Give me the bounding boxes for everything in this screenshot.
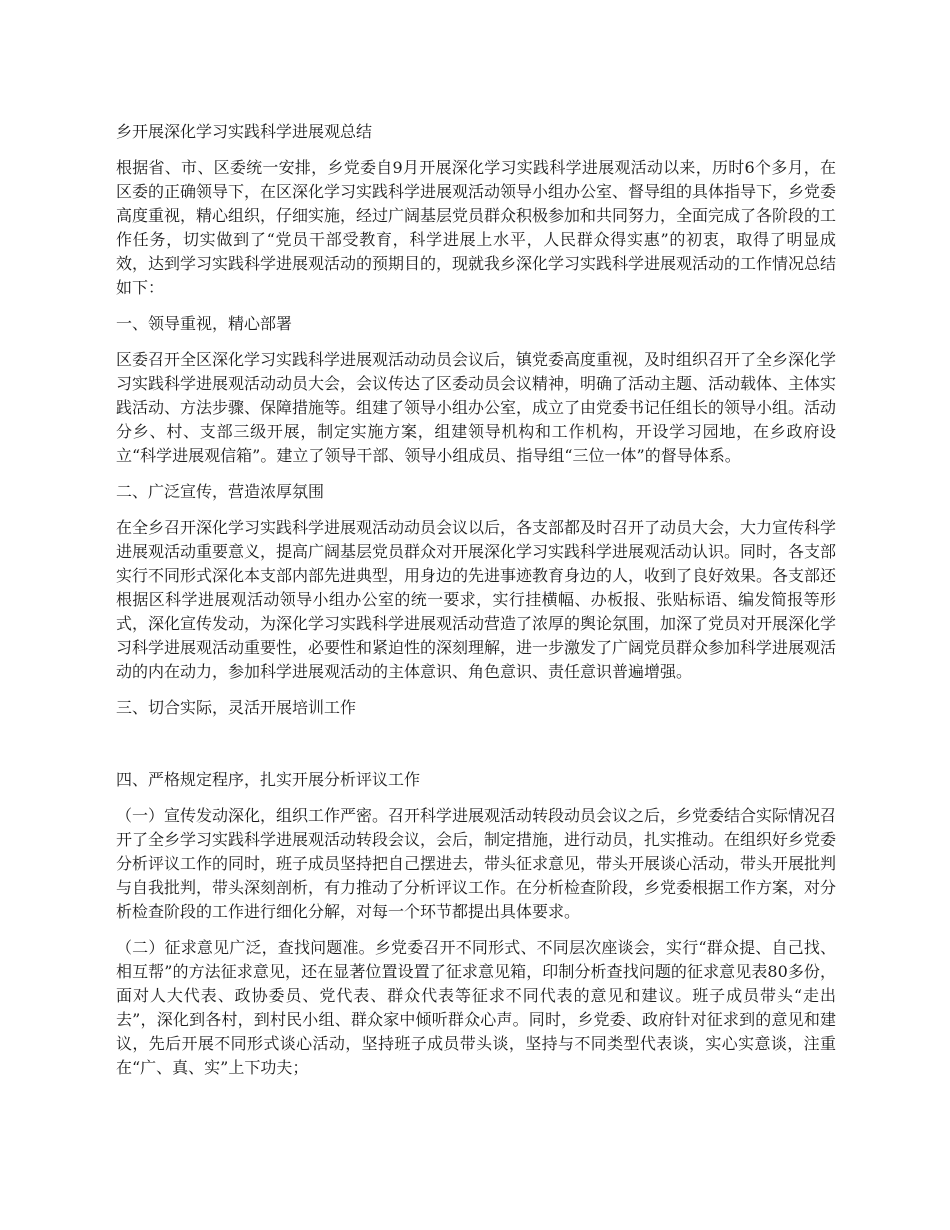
intro-paragraph: 根据省、市、区委统一安排，乡党委自9月开展深化学习实践科学进展观活动以来，历时6个多月，在区委的正确领导下，在区深化学习实践科学进展观活动领导小组办公室、督导组的具体指导下，乡党委高度重视，精心组织，仔细实施，经过广阔基层党员群众积极参加和共同努力，全面完成了各阶段的工作任务，切实做到了“党员干部受教育，科学进展上水平，人民群众得实惠”的初衷，取得了明显成效，达到学习实践科学进展观活动的预期目的，现就我乡深化学习实践科学进展观活动的工作情况总结如下： (116, 158, 837, 297)
blank-spacer (116, 732, 836, 768)
section-1-heading: 一、领导重视，精心部署 (116, 314, 293, 333)
section-3-heading: 三、切合实际，灵活开展培训工作 (116, 698, 357, 717)
section-4-heading: 四、严格规定程序，扎实开展分析评议工作 (116, 770, 421, 789)
section-4-paragraph-1: （一）宣传发动深化，组织工作严密。召开科学进展观活动转段动员会议之后，乡党委结合实际情况召开了全乡学习实践科学进展观活动转段会议，会后，制定措施，进行动员，扎实推动。在组织好乡党委分析评议工作的同时，班子成员坚持把自己摆进去，带头征求意见，带头开展谈心活动，带头开展批判与自我批判，带头深刻剖析，有力推动了分析评议工作。在分析检查阶段，乡党委根据工作方案，对分析检查阶段的工作进行细化分解，对每一个环节都提出具体要求。 (116, 806, 837, 921)
section-2-paragraph: 在全乡召开深化学习实践科学进展观活动动员会议以后，各支部都及时召开了动员大会，大力宣传科学进展观活动重要意义，提高广阔基层党员群众对开展深化学习实践科学进展观活动认识。同时，各支部实行不同形式深化本支部内部先进典型，用身边的先进事迹教育身边的人，收到了良好效果。各支部还根据区科学进展观活动领导小组办公室的统一要求，实行挂横幅、办板报、张贴标语、编发简报等形式，深化宣传发动，为深化学习实践科学进展观活动营造了浓厚的舆论氛围，加深了党员对开展深化学习科学进展观活动重要性，必要性和紧迫性的深刻理解，进一步激发了广阔党员群众参加科学进展观活动的内在动力，参加科学进展观活动的主体意识、角色意识、责任意识普遍增强。 (116, 518, 837, 681)
section-2-heading: 二、广泛宣传，营造浓厚氛围 (116, 482, 325, 501)
document-page (116, 120, 836, 1092)
section-4-paragraph-2: （二）征求意见广泛，查找问题准。乡党委召开不同形式、不同层次座谈会，实行“群众提、自己找、相互帮”的方法征求意见，还在显著位置设置了征求意见箱，印制分析查找问题的征求意见表80多份，面对人大代表、政协委员、党代表、群众代表等征求不同代表的意见和建议。班子成员带头“走出去”，深化到各村，到村民小组、群众家中倾听群众心声。同时，乡党委、政府针对征求到的意见和建议，先后开展不同形式谈心活动，坚持班子成员带头谈，坚持与不同类型代表谈，实心实意谈，注重在“广、真、实”上下功夫； (116, 938, 836, 1077)
section-1-paragraph: 区委召开全区深化学习实践科学进展观活动动员会议后，镇党委高度重视，及时组织召开了全乡深化学习实践科学进展观活动动员大会，会议传达了区委动员会议精神，明确了活动主题、活动载体、主体实践活动、方法步骤、保障措施等。组建了领导小组办公室，成立了由党委书记任组长的领导小组。活动分乡、村、支部三级开展，制定实施方案，组建领导机构和工作机构，开设学习园地，在乡政府设立“科学进展观信箱”。建立了领导干部、领导小组成员、指导组“三位一体”的督导体系。 (116, 350, 837, 465)
document-title: 乡开展深化学习实践科学进展观总结 (116, 122, 373, 141)
